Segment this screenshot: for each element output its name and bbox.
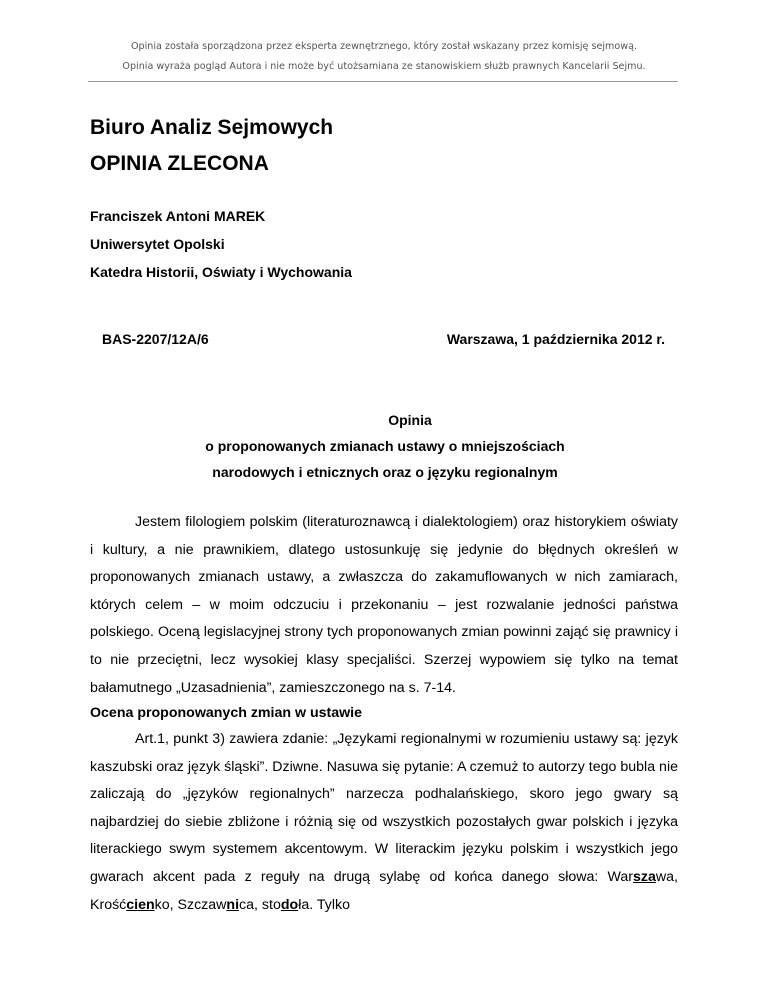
section-heading: Ocena proponowanych zmian w ustawie bbox=[90, 705, 362, 721]
stress-example: Krośćcienko, bbox=[90, 896, 178, 913]
body-paragraph-2 bbox=[90, 726, 678, 919]
author-department: Katedra Historii, Oświaty i Wychowania bbox=[90, 264, 352, 280]
institution-name: Biuro Analiz Sejmowych bbox=[90, 116, 334, 139]
stressed-syllable: cien bbox=[126, 896, 155, 913]
opinion-title: Opinia bbox=[388, 412, 432, 428]
stress-example: Warszawa, bbox=[607, 868, 678, 885]
author-university: Uniwersytet Opolski bbox=[90, 236, 225, 252]
document-type: OPINIA ZLECONA bbox=[90, 152, 269, 175]
paragraph-1-text: Jestem filologiem polskim (literaturoznawcą i dialektologiem) oraz historykiem oświaty i kultury, a nie prawnikiem, dlatego ustosunkuję się jedynie do błędnych określeń w proponowanych zmianach ustawy, a zwłaszcza do zakamuflowanych w nich zamiarach, których celem – w moim odczuciu i przekonaniu – jest rozwalanie jedności państwa polskiego. Oceną legislacyjnej strony tych proponowanych zmian powinni zająć się prawnicy i to nie przeciętni, lecz wysokiej klasy specjaliści. Szerzej wypowiem się tylko na temat bałamutnego „Uzasadnienia”, zamieszczonego na s. 7-14. bbox=[90, 514, 678, 696]
paragraph-2-body: Art.1, punkt 3) zawiera zdanie: „Językami regionalnymi w rozumieniu ustawy są: język kaszubski oraz język śląski”. Dziwne. Nasuwa się pytanie: A czemuż to autorzy tego bubla nie zaliczają do „języków regionalnych” narzecza podhalańskiego, skoro jego gwary są najbardziej do siebie zbliżone i różnią się od wszystkich pozostałych gwar polskich i języka literackiego swym systemem akcentowym. W literackim języku polskim i wszystkich jego gwarach akcent pada z reguły na drugą sylabę od końca danego słowa: bbox=[90, 731, 678, 885]
stress-example: stodoła. bbox=[261, 896, 317, 913]
header-divider bbox=[88, 81, 678, 82]
reference-number: BAS-2207/12A/6 bbox=[102, 331, 209, 347]
paragraph-2-text bbox=[90, 726, 678, 919]
place-date: Warszawa, 1 października 2012 r. bbox=[446, 331, 665, 347]
body-paragraph-1 bbox=[90, 509, 678, 702]
stressed-syllable: do bbox=[280, 896, 299, 913]
header-disclaimer-line-2: Opinia wyraża pogląd Autora i nie może być utożsamiana ze stanowiskiem służb prawnych Kancelarii Sejmu. bbox=[122, 61, 646, 72]
trailing-text: Tylko bbox=[316, 896, 350, 913]
opinion-subtitle-line-1: o proponowanych zmianach ustawy o mniejszościach bbox=[205, 438, 565, 454]
opinion-subtitle-line-2: narodowych i etnicznych oraz o języku regionalnym bbox=[212, 464, 558, 480]
header-disclaimer-line-1: Opinia została sporządzona przez eksperta zewnętrznego, który został wskazany przez komisję sejmową. bbox=[130, 41, 638, 52]
stress-example: Szczawnica, bbox=[177, 896, 262, 913]
author-name: Franciszek Antoni MAREK bbox=[90, 208, 266, 224]
stressed-syllable: sza bbox=[633, 868, 656, 885]
stressed-syllable: ni bbox=[226, 896, 240, 913]
